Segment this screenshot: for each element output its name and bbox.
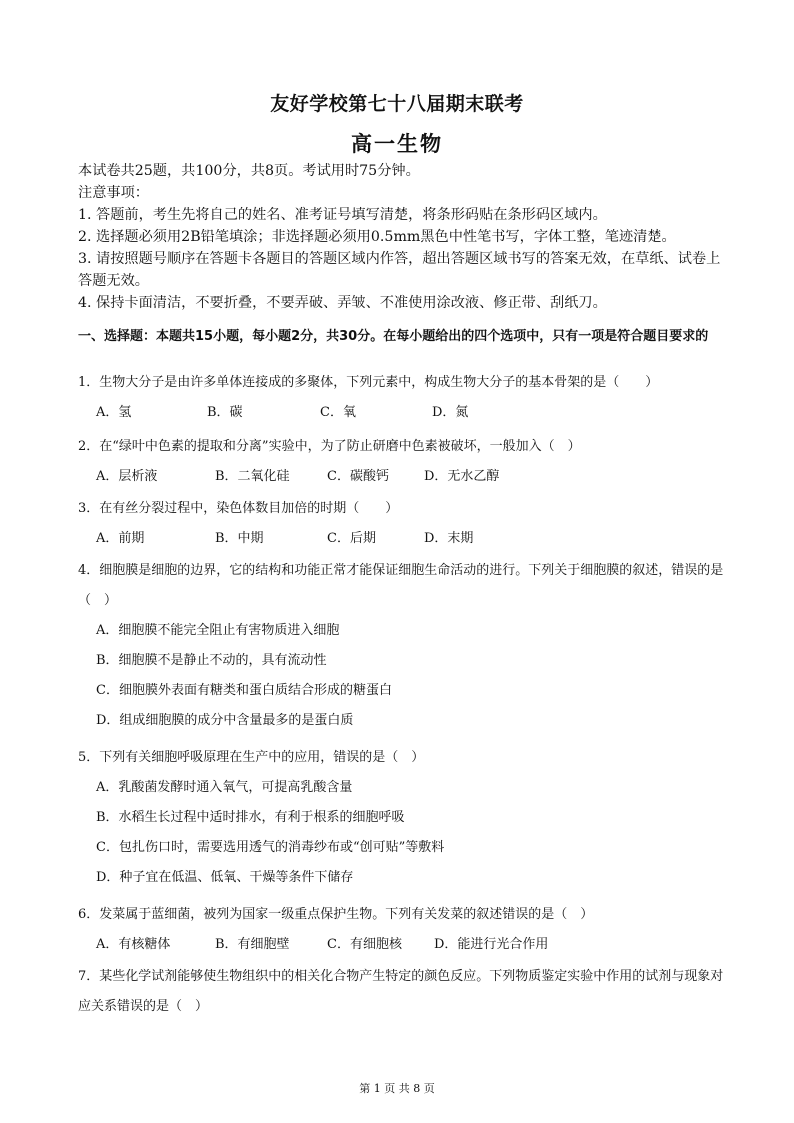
option-b: B．细胞膜不是静止不动的，具有流动性 xyxy=(96,653,327,668)
option-c: C．有细胞核 xyxy=(327,937,402,952)
option-c: C．细胞膜外表面有糖类和蛋白质结合形成的糖蛋白 xyxy=(96,683,392,698)
option-b: B．有细胞壁 xyxy=(215,937,290,952)
page-number: 第 1 页 共 8 页 xyxy=(359,1082,435,1095)
exam-notes xyxy=(78,160,728,314)
option-b: B．碳 xyxy=(207,405,243,420)
question-stem: 1．生物大分子是由许多单体连接成的多聚体，下列元素中，构成生物大分子的基本骨架的是（ ） xyxy=(78,375,659,390)
option-a: A．氢 xyxy=(96,405,132,420)
question-stem: 2．在“绿叶中色素的提取和分离”实验中，为了防止研磨中色素被破坏，一般加入（ ） xyxy=(78,439,581,454)
exam-title: 友好学校第七十八届期末联考 xyxy=(270,93,524,115)
option-d: D．种子宜在低温、低氧、干燥等条件下储存 xyxy=(96,870,354,885)
question-stem: 3．在有丝分裂过程中，染色体数目加倍的时期（ ） xyxy=(78,501,399,516)
question-5 xyxy=(78,743,728,893)
option-d: D．无水乙醇 xyxy=(424,469,500,484)
option-d: D．能进行光合作用 xyxy=(434,937,549,952)
note-item: 1. 答题前，考生先将自己的姓名、准考证号填写清楚，将条形码贴在条形码区域内。 xyxy=(78,207,607,223)
question-stem: 5．下列有关细胞呼吸原理在生产中的应用，错误的是（ ） xyxy=(78,750,425,765)
note-item: 3. 请按照题号顺序在答题卡各题目的答题区域内作答，超出答题区域书写的答案无效，在草纸、试卷上答题无效。 xyxy=(78,251,721,289)
option-b: B．中期 xyxy=(215,531,264,546)
question-4 xyxy=(78,556,728,736)
option-c: C．包扎伤口时，需要选用透气的消毒纱布或“创可贴”等敷料 xyxy=(96,840,445,855)
question-7 xyxy=(78,962,728,1022)
option-b: B．水稻生长过程中适时排水，有利于根系的细胞呼吸 xyxy=(96,810,405,825)
exam-intro: 本试卷共25题，共100分，共8页。考试用时75分钟。 xyxy=(78,163,420,179)
question-3 xyxy=(78,494,728,554)
question-1 xyxy=(78,368,728,428)
option-d: D．末期 xyxy=(424,531,474,546)
notes-heading: 注意事项： xyxy=(78,185,149,201)
option-d: D．组成细胞膜的成分中含量最多的是蛋白质 xyxy=(96,713,354,728)
note-item: 2. 选择题必须用2B铅笔填涂；非选择题必须用0.5mm黑色中性笔书写，字体工整，笔迹清楚。 xyxy=(78,229,676,245)
option-c: C．碳酸钙 xyxy=(327,469,389,484)
subject-title: 高一生物 xyxy=(351,132,443,156)
question-2 xyxy=(78,432,728,492)
section-heading: 一、选择题：本题共15小题，每小题2分，共30分。在每小题给出的四个选项中，只有一项是符合题目要求的 xyxy=(78,329,709,344)
option-b: B．二氧化硅 xyxy=(215,469,290,484)
question-6 xyxy=(78,900,728,960)
question-stem: 6．发菜属于蓝细菌，被列为国家一级重点保护生物。下列有关发菜的叙述错误的是（ ） xyxy=(78,907,594,922)
option-a: A．层析液 xyxy=(96,469,158,484)
question-stem: 4．细胞膜是细胞的边界，它的结构和功能正常才能保证细胞生命活动的进行。下列关于细胞膜的叙述，错误的是（ ） xyxy=(78,563,724,608)
option-a: A．有核糖体 xyxy=(96,937,171,952)
option-a: A．乳酸菌发酵时通入氧气，可提高乳酸含量 xyxy=(96,780,353,795)
option-a: A．细胞膜不能完全阻止有害物质进入细胞 xyxy=(96,623,340,638)
option-c: C．氧 xyxy=(320,405,356,420)
question-stem: 7．某些化学试剂能够使生物组织中的相关化合物产生特定的颜色反应。下列物质鉴定实验中作用的试剂与现象对应关系错误的是（ ） xyxy=(78,969,724,1014)
option-c: C．后期 xyxy=(327,531,376,546)
note-item: 4. 保持卡面清洁，不要折叠，不要弄破、弄皱、不准使用涂改液、修正带、刮纸刀。 xyxy=(78,295,607,311)
option-a: A．前期 xyxy=(96,531,145,546)
option-d: D．氮 xyxy=(432,405,469,420)
